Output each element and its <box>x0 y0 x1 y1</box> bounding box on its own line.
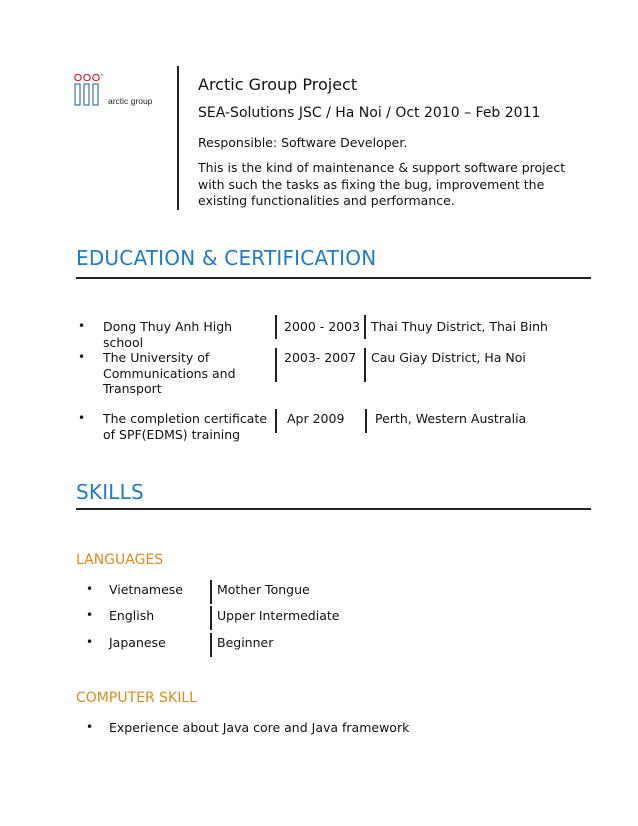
computer-skill-heading: COMPUTER SKILL <box>76 690 197 706</box>
column-divider <box>275 315 277 339</box>
language-level: Mother Tongue <box>217 582 310 597</box>
education-name: Dong Thuy Anh High school <box>103 319 233 350</box>
language-name: English <box>109 608 155 623</box>
bullet: • <box>78 350 86 364</box>
education-location: Cau Giay District, Ha Noi <box>371 350 526 365</box>
project-company: SEA-Solutions JSC / Ha Noi / Oct 2010 – Feb 2011 <box>198 105 541 121</box>
education-period: 2003- 2007 <box>284 350 357 365</box>
column-divider <box>210 633 212 657</box>
bullet: • <box>78 411 86 425</box>
project-responsibility: Responsible: Software Developer. <box>198 135 408 150</box>
bullet: • <box>86 720 94 734</box>
language-name: Vietnamese <box>109 582 183 597</box>
column-divider <box>210 580 212 604</box>
skills-heading: SKILLS <box>76 480 144 504</box>
arctic-group-logo <box>74 74 164 110</box>
bullet: • <box>86 635 94 649</box>
education-period: Apr 2009 <box>287 411 345 426</box>
bullet: • <box>78 319 86 333</box>
education-name: The completion certificate of SPF(EDMS) training <box>103 411 268 442</box>
column-divider <box>365 409 367 433</box>
column-divider <box>275 409 277 433</box>
bullet: • <box>86 608 94 622</box>
computer-skill-text: Experience about Java core and Java framework <box>109 720 410 735</box>
education-name: The University of Communications and Transport <box>103 350 236 396</box>
column-divider <box>210 606 212 630</box>
bullet: • <box>86 582 94 596</box>
language-level: Upper Intermediate <box>217 608 340 623</box>
education-location: Perth, Western Australia <box>375 411 527 426</box>
project-divider <box>177 66 179 210</box>
project-description: This is the kind of maintenance & support software project with such the tasks as fixing the bug, improvement the existing functionalities and performance. <box>198 160 566 208</box>
education-location: Thai Thuy District, Thai Binh <box>371 319 548 334</box>
logo-wordmark: arctic group <box>108 96 153 106</box>
language-level: Beginner <box>217 635 274 650</box>
column-divider <box>364 315 366 339</box>
language-name: Japanese <box>109 635 166 650</box>
column-divider <box>275 348 277 382</box>
skills-rule <box>76 508 591 510</box>
languages-heading: LANGUAGES <box>76 552 164 568</box>
project-title: Arctic Group Project <box>198 75 358 94</box>
education-heading: EDUCATION & CERTIFICATION <box>76 246 377 270</box>
education-rule <box>76 277 591 279</box>
column-divider <box>364 348 366 382</box>
education-period: 2000 - 2003 <box>284 319 361 334</box>
